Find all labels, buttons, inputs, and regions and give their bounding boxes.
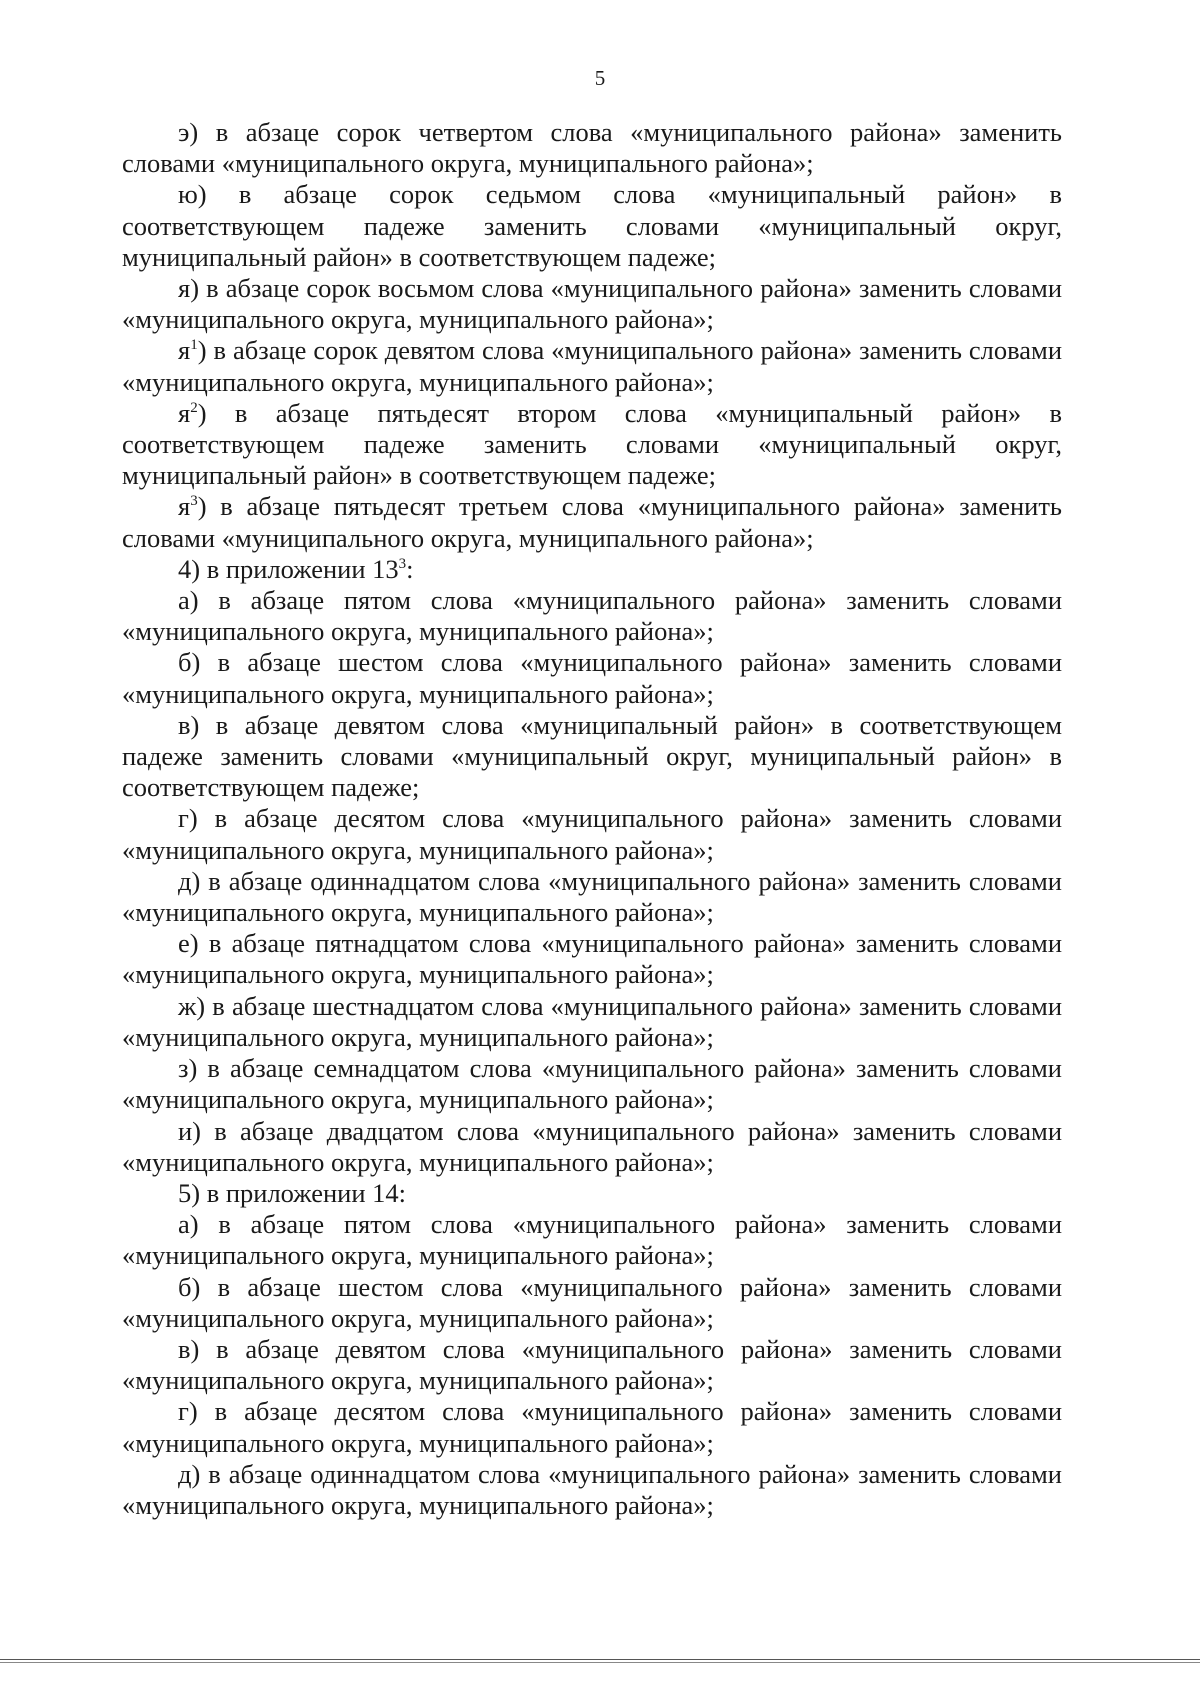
item-text: в абзаце пятнадцатом слова «муниципального района» заменить словами «муниципального округа, муниципального района»;: [122, 928, 1062, 990]
item-text: в абзаце сорок седьмом слова «муниципальный район» в соответствующем падеже заменить словами «муниципальный округ, муниципальный район» в соответствующем падеже;: [122, 179, 1062, 272]
item-label: э): [178, 117, 199, 147]
item-text: в абзаце шестнадцатом слова «муниципального района» заменить словами «муниципального округа, муниципального района»;: [122, 990, 1062, 1052]
item-text: в абзаце десятом слова «муниципального района» заменить словами «муниципального округа, муниципального района»;: [122, 1396, 1062, 1458]
item-label: а): [178, 1209, 199, 1240]
item-text: ) в абзаце пятьдесят третьем слова «муниципального района» заменить словами «муниципального округа, муниципального района»;: [122, 491, 1062, 553]
item-superscript: 2: [190, 400, 198, 416]
item-label: е): [178, 928, 199, 959]
item-label: д): [178, 865, 201, 896]
section-heading: [122, 554, 1062, 585]
item-superscript: 3: [190, 493, 198, 510]
paragraph: [122, 803, 1062, 865]
paragraph: [122, 647, 1062, 709]
paragraph: [122, 1396, 1062, 1458]
paragraph: [122, 117, 1062, 179]
item-text: в абзаце шестом слова «муниципального района» заменить словами «муниципального округа, муниципального района»;: [122, 647, 1062, 709]
paragraph: [122, 335, 1062, 397]
item-label: з): [178, 1053, 198, 1084]
item-text: в абзаце сорок восьмом слова «муниципального района» заменить словами «муниципального округа, муниципального района»;: [122, 273, 1062, 335]
item-label: д): [178, 1458, 201, 1489]
paragraph: [122, 1334, 1062, 1396]
page-number: 5: [594, 66, 606, 90]
item-label: г): [178, 1396, 198, 1427]
paragraph: [122, 928, 1062, 990]
item-text: в абзаце шестом слова «муниципального района» заменить словами «муниципального округа, муниципального района»;: [122, 1271, 1062, 1333]
item-label: ж): [178, 990, 206, 1021]
item-label: в): [178, 709, 200, 740]
item-text: ) в абзаце сорок девятом слова «муниципального района» заменить словами «муниципального округа, муниципального района»;: [122, 335, 1062, 397]
item-label: б): [178, 1271, 201, 1302]
item-label: г): [178, 803, 198, 834]
item-superscript: 3: [398, 556, 407, 573]
paragraph: [122, 1209, 1062, 1271]
item-text: в абзаце десятом слова «муниципального района» заменить словами «муниципального округа, муниципального района»;: [122, 803, 1062, 865]
document-body: [122, 117, 1062, 1521]
item-text: в абзаце одиннадцатом слова «муниципального района» заменить словами «муниципального округа, муниципального района»;: [122, 865, 1062, 928]
item-label: б): [178, 647, 201, 678]
paragraph: [122, 1116, 1062, 1178]
item-text: в абзаце девятом слова «муниципального района» заменить словами «муниципального округа, муниципального района»;: [122, 1333, 1062, 1396]
paragraph: [122, 1459, 1062, 1521]
item-label: и): [178, 1115, 202, 1146]
item-text: ) в абзаце пятьдесят втором слова «муниципальный район» в соответствующем падеже заменить словами «муниципальный округ, муниципальный район» в соответствующем падеже;: [122, 397, 1062, 491]
item-text: в абзаце девятом слова «муниципальный район» в соответствующем падеже заменить словами «муниципальный округ, муниципальный район» в соответствующем падеже;: [122, 709, 1062, 803]
paragraph: [122, 1053, 1062, 1115]
item-text: в абзаце пятом слова «муниципального района» заменить словами «муниципального округа, муниципального района»;: [122, 1209, 1062, 1271]
section-heading: [122, 1178, 1062, 1209]
item-superscript: 1: [190, 337, 198, 354]
paragraph: [122, 1272, 1062, 1334]
item-label: 5) в приложении 14:: [178, 1177, 407, 1208]
paragraph: [122, 991, 1062, 1053]
paragraph: [122, 491, 1062, 553]
item-label: я: [178, 491, 191, 522]
item-label: в): [178, 1333, 200, 1364]
bottom-divider: [0, 1662, 1200, 1663]
item-text: в абзаце семнадцатом слова «муниципального района» заменить словами «муниципального округа, муниципального района»;: [122, 1053, 1062, 1115]
item-label: ю): [178, 179, 207, 210]
bottom-divider: [0, 1659, 1200, 1660]
item-label: я: [178, 335, 191, 366]
paragraph: [122, 273, 1062, 335]
item-label: 4) в приложении 13: [178, 553, 399, 584]
paragraph: [122, 179, 1062, 273]
item-text: в абзаце сорок четвертом слова «муниципального района» заменить словами «муниципального округа, муниципального района»;: [122, 117, 1062, 179]
paragraph: [122, 866, 1062, 928]
item-text: в абзаце пятом слова «муниципального района» заменить словами «муниципального округа, муниципального района»;: [122, 585, 1062, 647]
paragraph: [122, 710, 1062, 804]
item-label: а): [178, 585, 199, 616]
item-label: я): [178, 273, 200, 304]
item-text: в абзаце двадцатом слова «муниципального района» заменить словами «муниципального округа, муниципального района»;: [122, 1115, 1062, 1177]
paragraph: [122, 398, 1062, 492]
paragraph: [122, 585, 1062, 647]
item-text: в абзаце одиннадцатом слова «муниципального района» заменить словами «муниципального округа, муниципального района»;: [122, 1458, 1062, 1520]
item-label: я: [178, 397, 191, 428]
item-text: :: [406, 553, 414, 584]
